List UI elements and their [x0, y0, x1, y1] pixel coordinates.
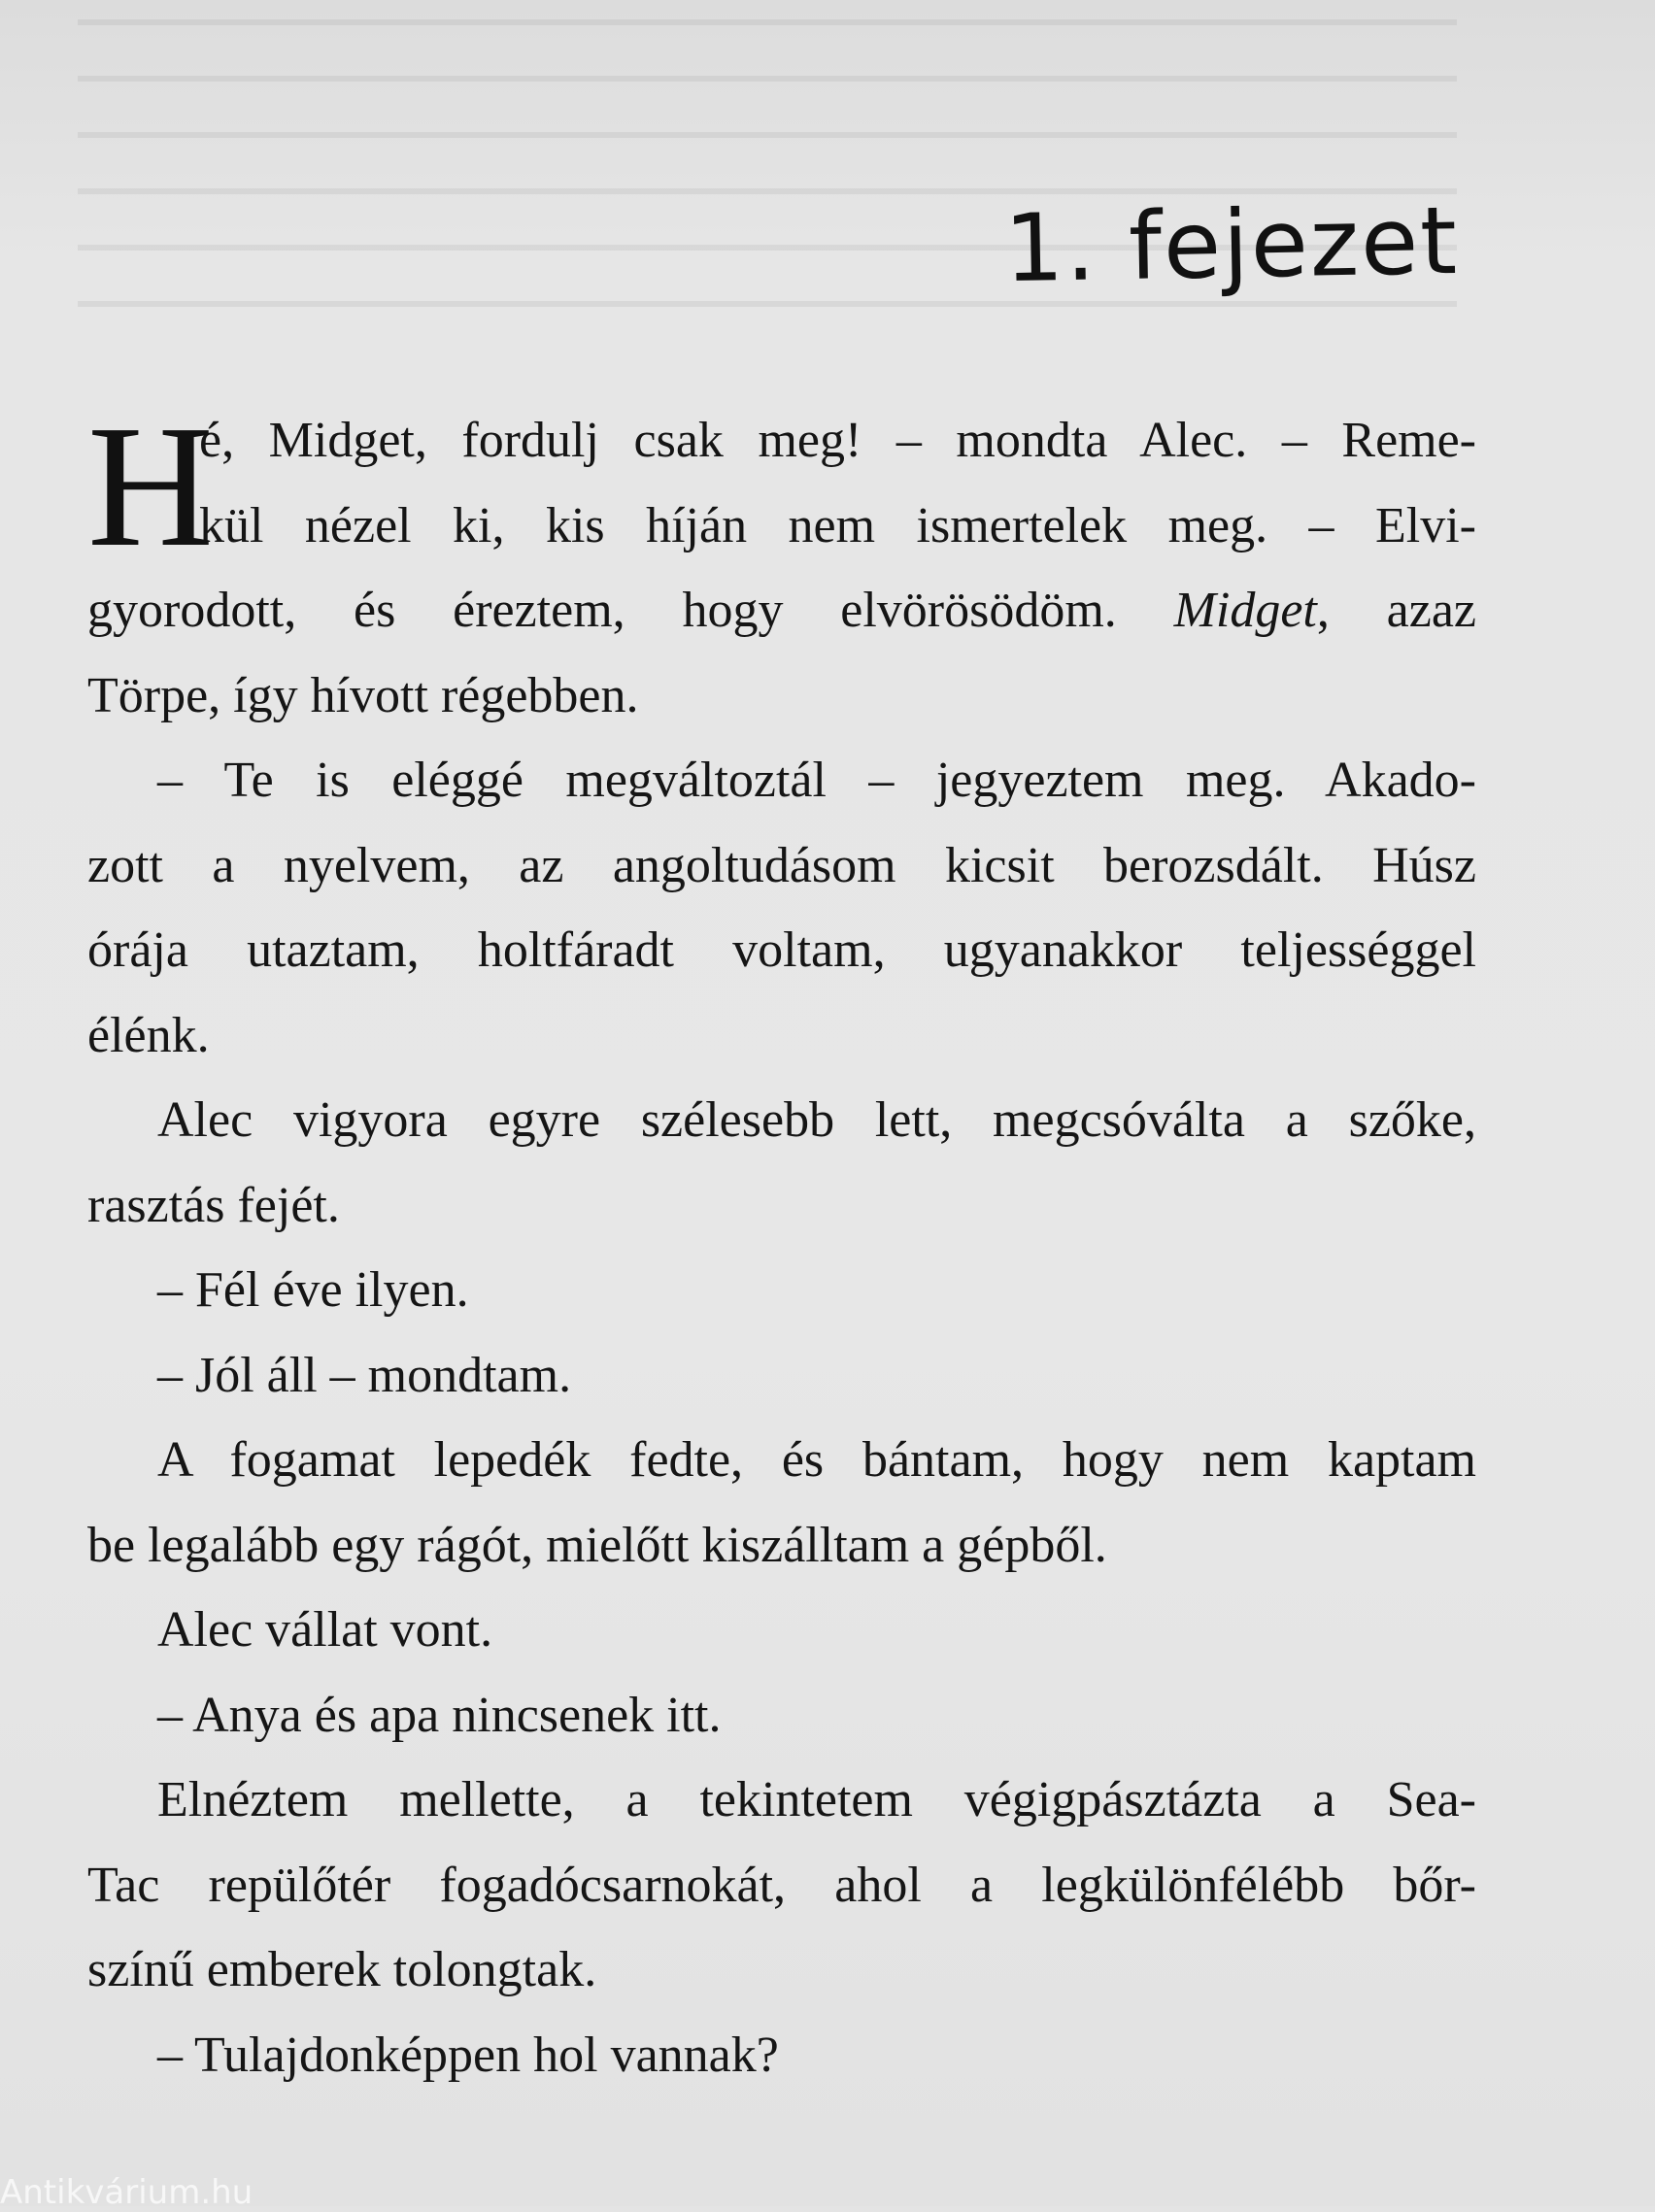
text-segment: , azaz: [1316, 583, 1476, 638]
text-line: színű emberek tolongtak.: [87, 1942, 597, 1997]
paragraph-6: [87, 1418, 1476, 1588]
paragraph-2: [87, 738, 1476, 1078]
paragraph-9: [87, 1758, 1476, 2013]
italic-word: Midget: [1173, 583, 1317, 638]
body-text: [87, 389, 1476, 2097]
text-segment: gyorodott, és éreztem, hogy elvörösödöm.: [87, 583, 1174, 638]
text-line: [87, 568, 1476, 654]
text-line: élénk.: [87, 1007, 210, 1063]
chapter-title: 1. fejezet: [1003, 185, 1460, 304]
text-line: Tac repülőtér fogadócsarnokát, ahol a legkülönfélébb bőr-: [87, 1857, 1476, 1913]
paragraph-5: [87, 1333, 1476, 1419]
text-line: – Fél éve ilyen.: [157, 1262, 469, 1318]
text-line: Elnéztem mellette, a tekintetem végigpásztázta a Sea-: [157, 1772, 1476, 1827]
text-line: Alec vállat vont.: [157, 1602, 493, 1658]
text-line: kül nézel ki, kis híján nem ismertelek meg. – Elvi-: [199, 497, 1476, 553]
text-line: Alec vigyora egyre szélesebb lett, megcsóválta a szőke,: [157, 1092, 1476, 1148]
paragraph-8: [87, 1673, 1476, 1759]
paragraph-4: [87, 1248, 1476, 1333]
text-line: zott a nyelvem, az angoltudásom kicsit berozsdált. Húsz: [87, 837, 1476, 893]
drop-cap: H: [87, 389, 214, 583]
watermark: Antikvárium.hu: [0, 2173, 253, 2212]
text-line: – Tulajdonképpen hol vannak?: [157, 2027, 779, 2083]
paragraph-7: [87, 1588, 1476, 1673]
text-line: be legalább egy rágót, mielőtt kiszálltam a gépből.: [87, 1517, 1107, 1573]
paragraph-1: [87, 389, 1476, 738]
text-line: órája utaztam, holtfáradt voltam, ugyanakkor teljességgel: [87, 922, 1476, 978]
text-line: A fogamat lepedék fedte, és bántam, hogy nem kaptam: [157, 1432, 1476, 1488]
text-line: – Anya és apa nincsenek itt.: [157, 1687, 722, 1743]
text-line: – Jól áll – mondtam.: [157, 1347, 572, 1403]
text-line: Törpe, így hívott régebben.: [87, 667, 639, 723]
paragraph-3: [87, 1078, 1476, 1248]
text-line: rasztás fejét.: [87, 1177, 340, 1233]
text-line: é, Midget, fordulj csak meg! – mondta Alec. – Reme-: [199, 413, 1476, 468]
text-line: – Te is eléggé megváltoztál – jegyeztem meg. Akado-: [157, 753, 1476, 808]
paragraph-10: [87, 2013, 1476, 2098]
